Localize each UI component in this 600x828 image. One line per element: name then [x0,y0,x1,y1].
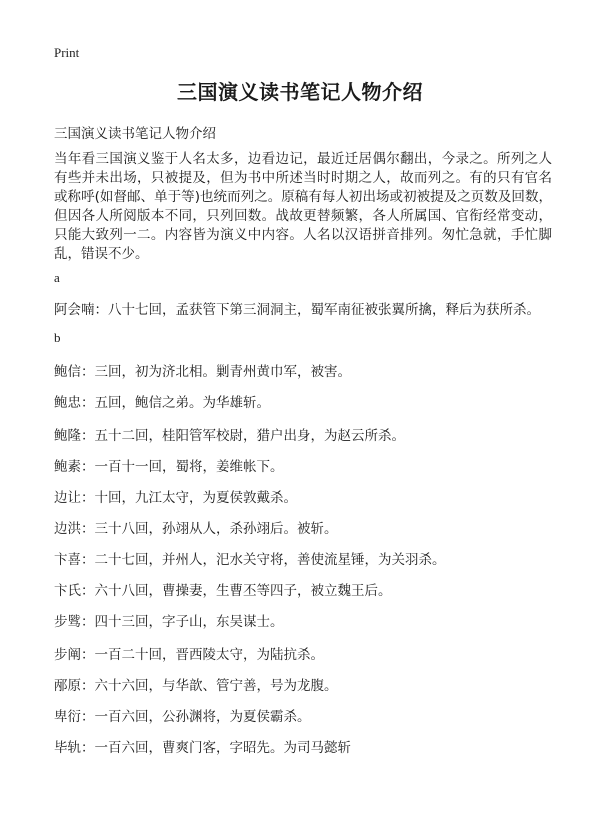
print-link[interactable]: Print [54,45,80,60]
entry-item: 步骘：四十三回，字子山，东吴谋士。 [54,614,284,630]
entry-item: 卞喜：二十七回，并州人，汜水关守将，善使流星锤，为关羽杀。 [54,552,446,568]
entry-item: 边让：十回，九江太守，为夏侯敦戴杀。 [54,490,297,506]
entry-item: 阿会喃：八十七回，孟获管下第三洞洞主，蜀军南征被张翼所擒，释后为获所杀。 [54,302,540,318]
intro-paragraph: 当年看三国演义鉴于人名太多，边看边记，最近迁居偶尔翻出，今录之。所列之人有些并未出场，只被提及，但为书中所述当时时期之人，故而列之。有的只有官名或称呼(如督邮、单于等)也统而列之。原稿有每人初出场或初被提及之页数及回数，但因各人所阅版本不同，只列回数。战故更替频繁，各人所属国、官衔经常变动，只能大致列一二。内容皆为演义中内容。人名以汉语拼音排列。匆忙急就，手忙脚乱，错误不少。 [54,151,552,262]
page-title: 三国演义读书笔记人物介绍 [177,80,423,104]
entry-item: 鲍素：一百十一回，蜀将，姜维帐下。 [54,459,284,475]
page-subtitle: 三国演义读书笔记人物介绍 [54,126,216,142]
entry-item: 鲍忠：五回，鲍信之弟。为华雄斩。 [54,395,270,411]
entry-item: 鲍隆：五十二回，桂阳管军校尉，猎户出身，为赵云所杀。 [54,428,405,444]
entry-item: 卞氏：六十八回，曹操妻，生曹丕等四子，被立魏王后。 [54,583,392,599]
entry-item: 卑衍：一百六回，公孙渊将，为夏侯霸杀。 [54,709,311,725]
entry-item: 毕轨：一百六回，曹爽门客，字昭先。为司马懿斩 [54,740,351,756]
entry-item: 邴原：六十六回，与华歆、管宁善，号为龙腹。 [54,678,338,694]
section-letter-b: b [54,330,61,345]
entry-item: 步阐：一百二十回，晋西陵太守，为陆抗杀。 [54,647,324,663]
entry-item: 鲍信：三回，初为济北相。剿青州黄巾军，被害。 [54,364,351,380]
section-letter-a: a [54,270,60,285]
entry-item: 边洪：三十八回，孙翊从人，杀孙翊后。被斩。 [54,521,338,537]
